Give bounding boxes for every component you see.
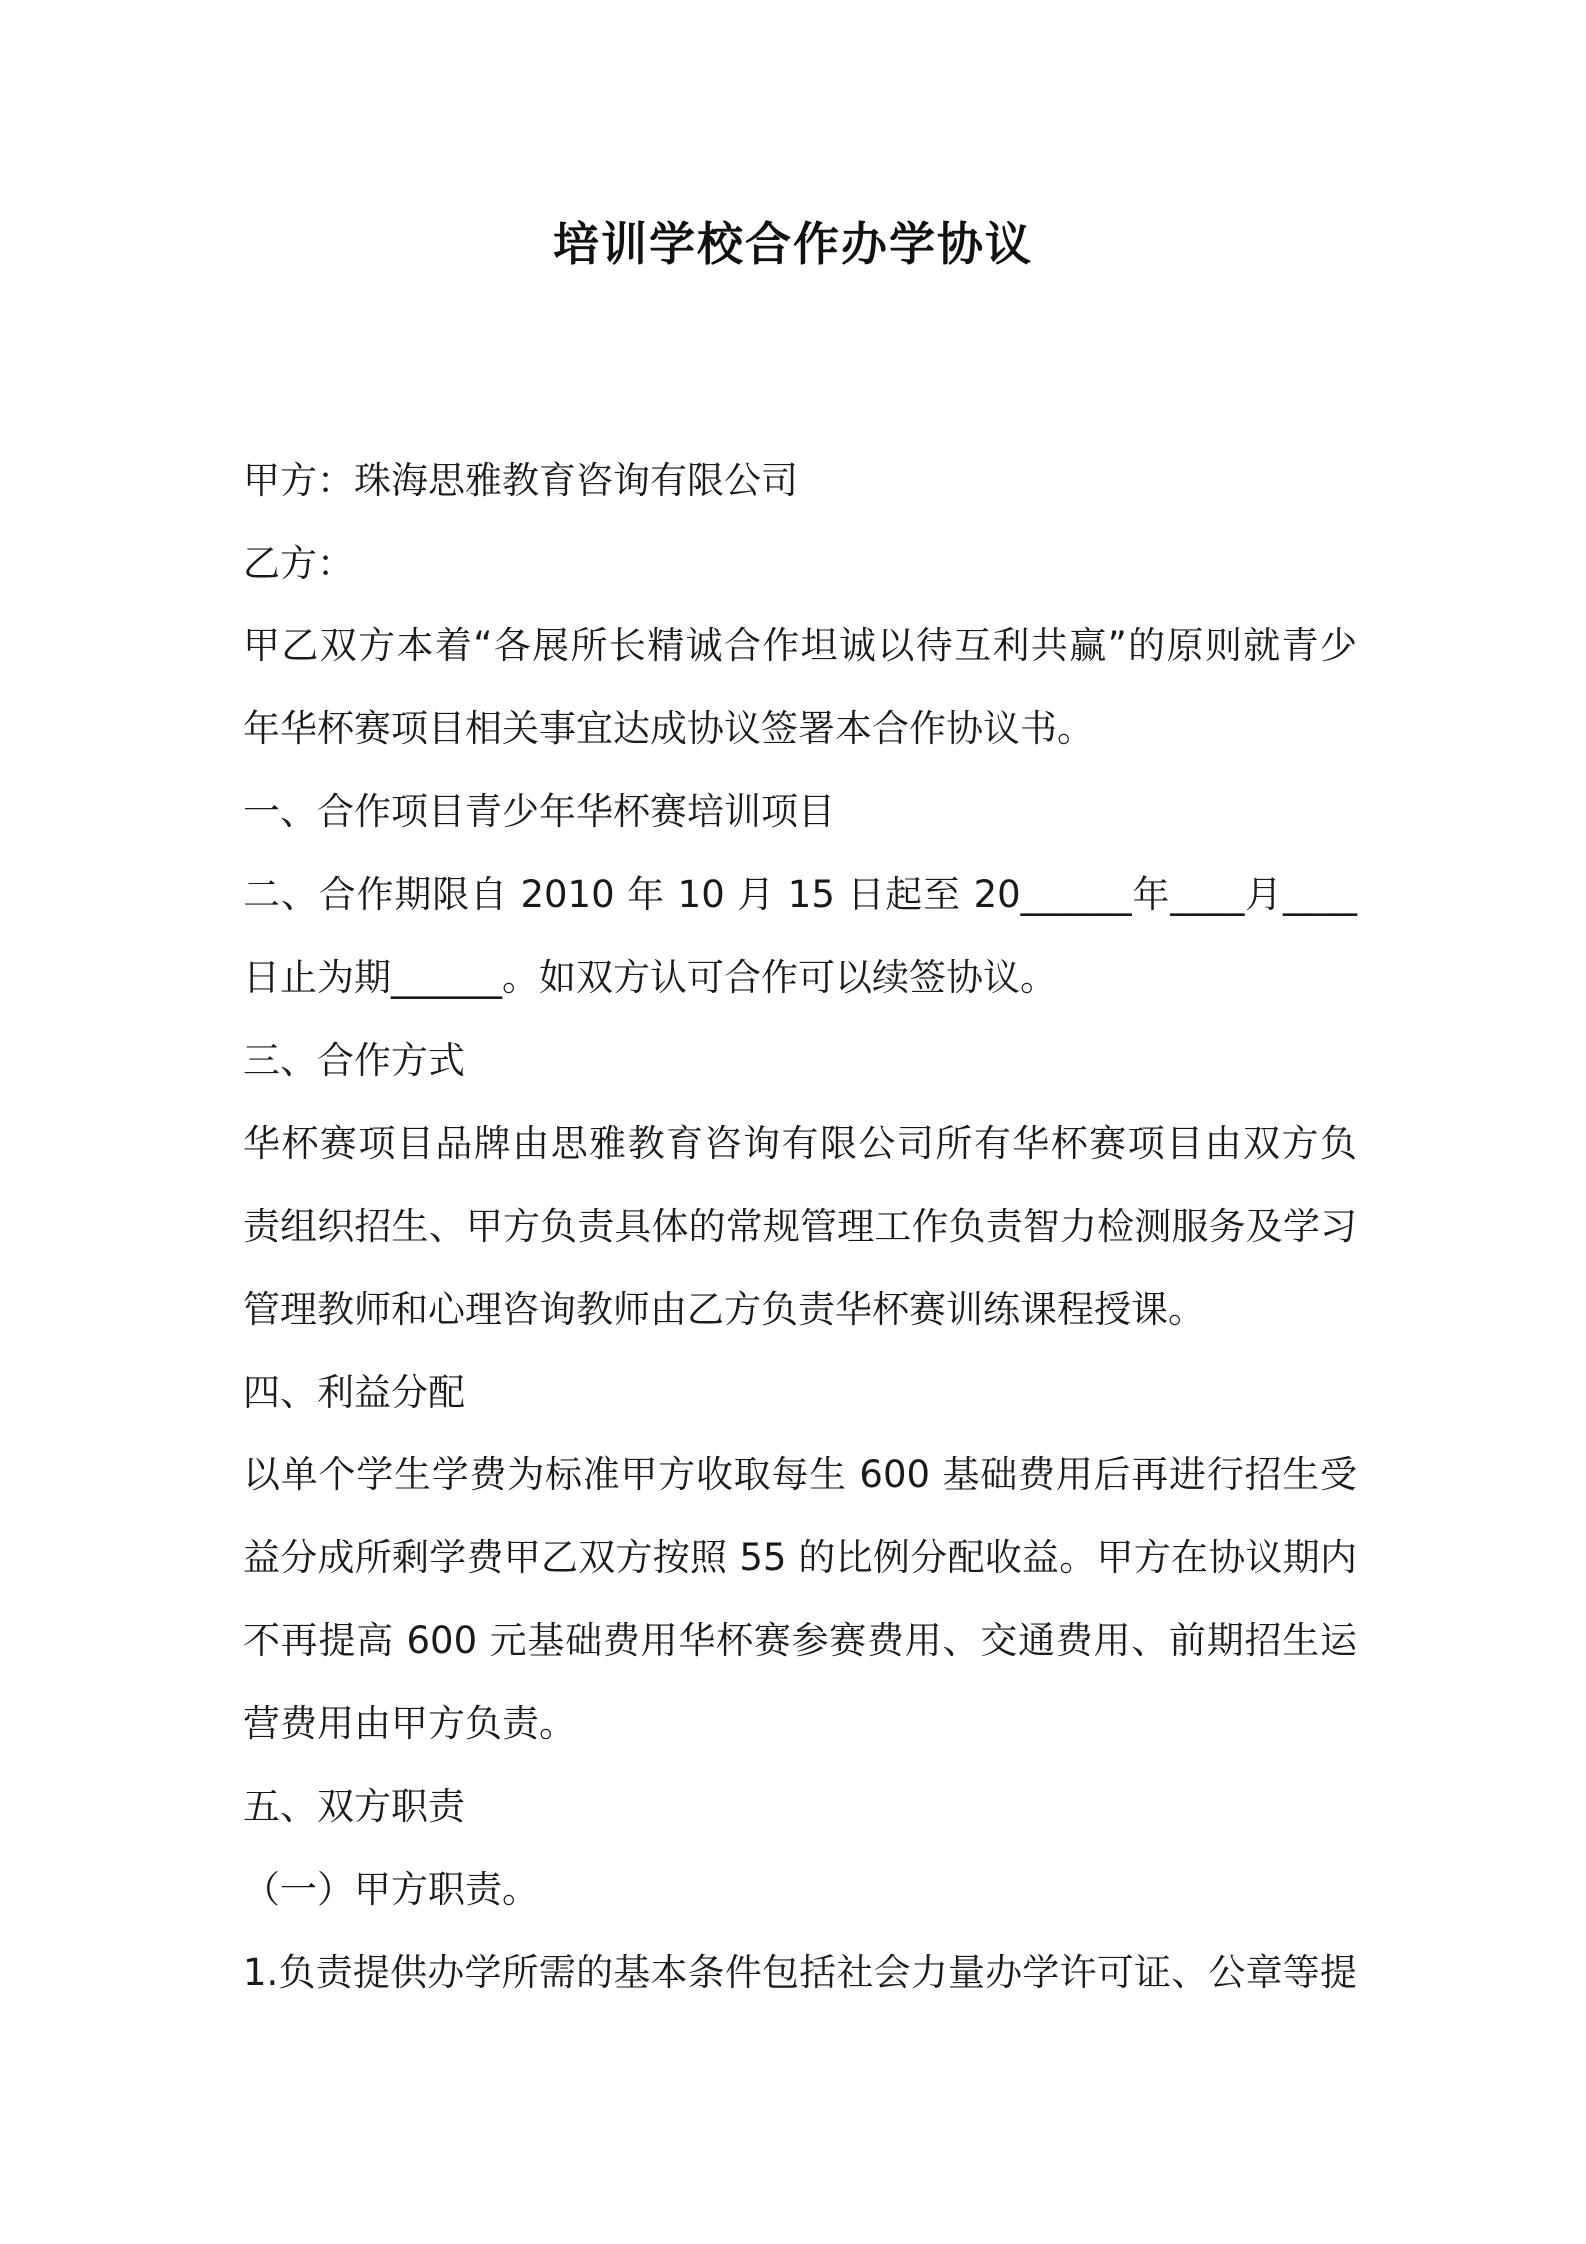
party-a-line: 甲方：珠海思雅教育咨询有限公司 [243,459,798,502]
section-1-heading: 一、合作项目青少年华杯赛培训项目 [243,790,835,833]
section-5-heading: 五、双方职责 [243,1785,465,1828]
document-title: 培训学校合作办学协议 [553,217,1033,271]
section-3-heading: 三、合作方式 [243,1039,465,1082]
section-3-line-3: 管理教师和心理咨询教师由乙方负责华杯赛训练课程授课。 [243,1288,1205,1331]
section-4-heading: 四、利益分配 [243,1371,465,1414]
section-4-line-1: 以单个学生学费为标准甲方收取每生 600 基础费用后再进行招生受 [243,1453,1357,1496]
section-4-line-4: 营费用由甲方负责。 [243,1702,576,1745]
party-a-duty-1: 1.负责提供办学所需的基本条件包括社会力量办学许可证、公章等提 [243,1951,1357,1994]
preamble-line-1: 甲乙双方本着“各展所长精诚合作坦诚以待互利共赢”的原则就青少 [243,624,1357,667]
section-3-line-2: 责组织招生、甲方负责具体的常规管理工作负责智力检测服务及学习 [243,1205,1357,1248]
section-4-line-2: 益分成所剩学费甲乙双方按照 55 的比例分配收益。甲方在协议期内 [243,1536,1357,1579]
section-3-line-1: 华杯赛项目品牌由思雅教育咨询有限公司所有华杯赛项目由双方负 [243,1122,1357,1165]
party-a-duties-heading: （一）甲方职责。 [243,1868,539,1911]
section-2-line-2: 日止为期______。如双方认可合作可以续签协议。 [243,956,1057,999]
preamble-line-2: 年华杯赛项目相关事宜达成协议签署本合作协议书。 [243,707,1094,750]
section-4-line-3: 不再提高 600 元基础费用华杯赛参赛费用、交通费用、前期招生运 [243,1619,1357,1662]
section-2-line-1: 二、合作期限自 2010 年 10 月 15 日起至 20______年____月____ [243,873,1357,916]
party-b-line: 乙方： [243,542,354,585]
